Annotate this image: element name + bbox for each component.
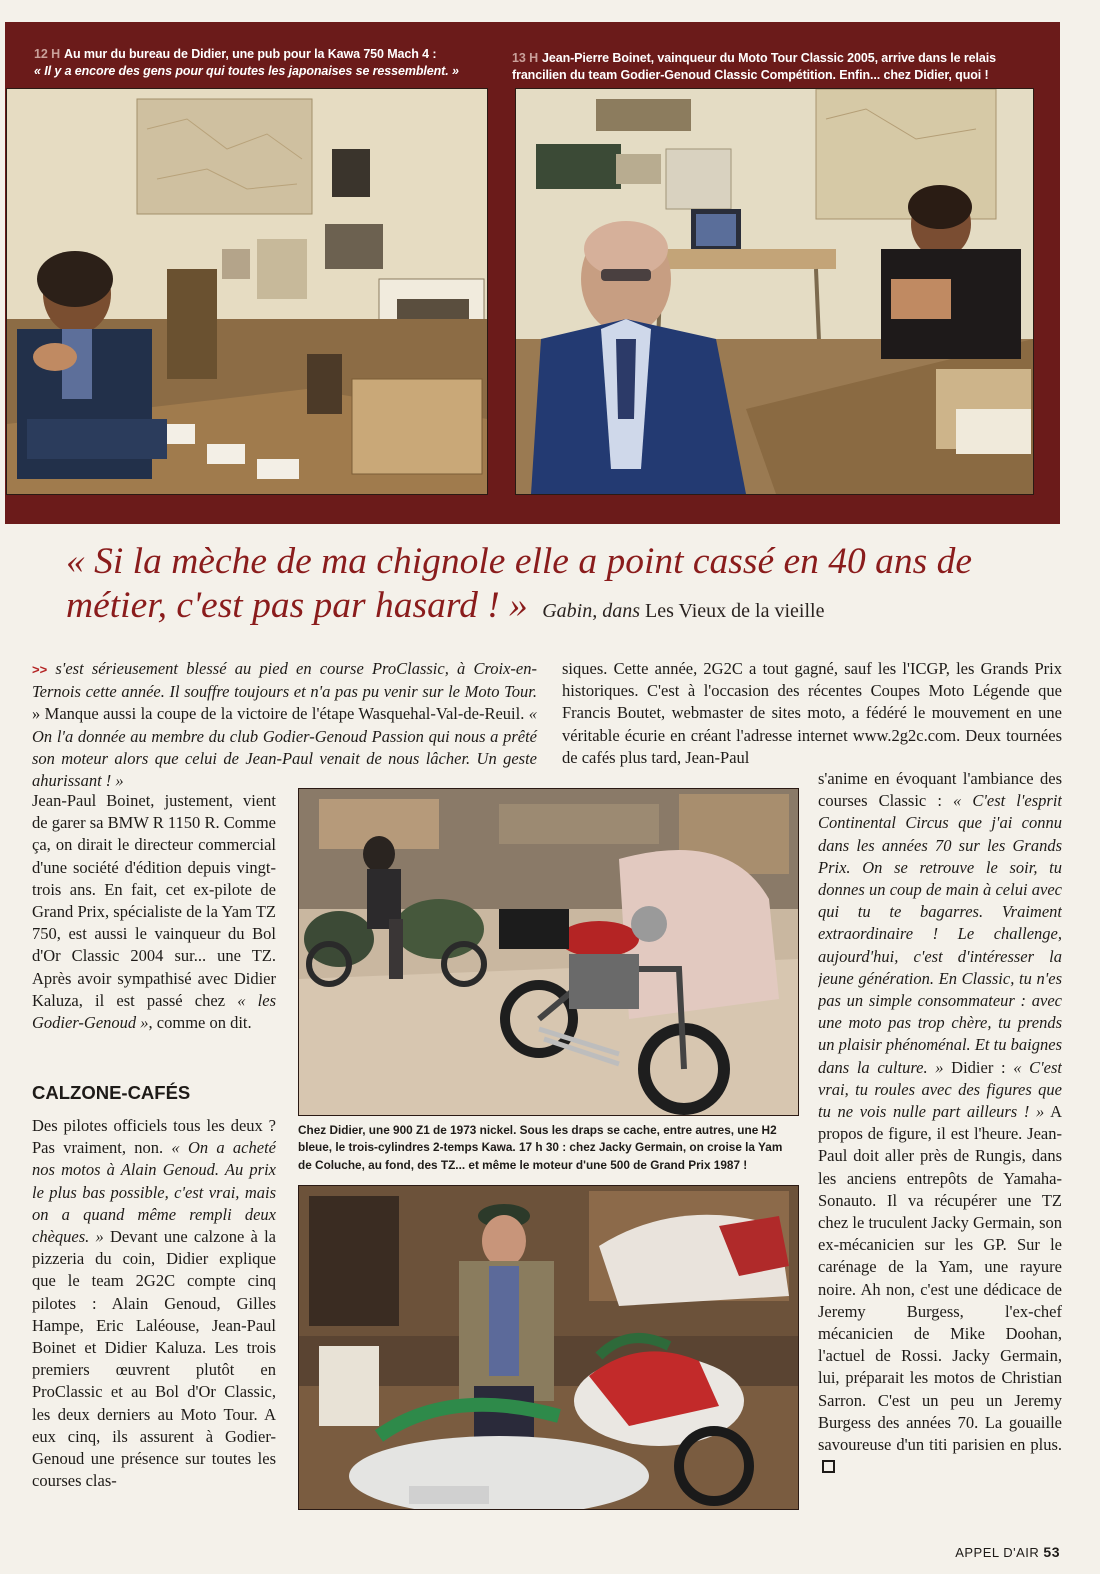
article-column-1-mid: Jean-Paul Boinet, justement, vient de garer sa BMW R 1150 R. Comme ça, on dirait le directeur commercial d'une société d'édition depuis vingt-trois ans. En fait, cet ex-pilote de Grand Prix, spécialiste de la Yam TZ 750, est aussi le vainqueur du Bol d'Or Classic 2004 sur... une TZ. Après avoir sympathisé avec Didier Kaluza, il est passé chez « les Godier-Genoud », comme on dit. [32,791,276,1033]
photo-kawasaki-z1 [298,788,799,1116]
page-footer: APPEL D'AIR 53 [955,1544,1060,1560]
article-column-1-bottom: Des pilotes officiels tous les deux ? Pas vraiment, non. « On a acheté nos motos à Alain Genoud. Au prix le plus bas possible, c'est vrai, mais on a quand même rempli deux chèques. » Devant une calzone à la pizzeria du coin, Didier explique que le team 2G2C compte cinq pilotes : Alain Genoud, Gilles Hampe, Eric Laléouse, Jean-Paul Boinet et Didier Kaluza. Les trois premiers œuvrent plutôt en ProClassic et au Bol d'Or Classic, les deux derniers au Moto Tour. A eux cinq, ils assurent à Godier-Genoud une présence sur toutes les courses clas- [32,1116,276,1491]
pull-quote: « Si la mèche de ma chignole elle a point cassé en 40 ans de métier, c'est pas par hasard ! » Gabin, dans Les Vieux de la vieille [66,541,973,626]
photo-jacky-germain-workshop [298,1185,799,1510]
pull-quote-attribution: Gabin, dans Les Vieux de la vieille [542,600,825,622]
photo-didier-office [6,88,488,495]
end-mark-icon [822,1460,835,1473]
article-column-3: s'anime en évoquant l'ambiance des courses Classic : « C'est l'esprit Continental Circus que j'ai connu dans les années 70 sur les Grands Prix. On se retrouve le soir, tu donnes un coup de main à celui avec qui tu te bagarres. Vraiment extraordinaire ! Le challenge, aujourd'hui, c'est d'intéresser la jeune génération. En Classic, tu n'es pas un simple consommateur : avec une moto pas trop chère, tu prends un plaisir phénoménal. Et tu baignes dans la culture. » Didier : « C'est vrai, tu roules avec des figures que tu ne vois nulle part ailleurs ! » A propos de figure, il est l'heure. Jean-Paul doit aller près de Rungis, dans les anciens entrepôts de Yamaha-Sonauto. Il va récupérer une TZ chez le truculent Jacky Germain, son ex-mécanicien sur les GP. Sur le carénage de la Yam, une rayure noire. Ah non, c'est une dédicace de Jeremy Burgess, l'ex-chef mécanicien de Mike Doohan, l'actuel de Rossi. Jacky Germain, lui, préparait les motos de Christian Sarron. C'est un peu un Jeremy Burgess des années 70. La gouaille savoureuse d'un titi parisien en plus. [818,768,1062,1520]
caption-photo-13: 13 H Jean-Pierre Boinet, vainqueur du Moto Tour Classic 2005, arrive dans le relais francilien du team Godier-Genoud Classic Compétition. Enfin... chez Didier, quoi ! [512,51,996,82]
subhead-calzone-cafes: CALZONE-CAFÉS [32,1082,191,1103]
caption-middle-photos: Chez Didier, une 900 Z1 de 1973 nickel. Sous les draps se cache, entre autres, une H2 bleue, le trois-cylindres 2-temps Kawa. 17 h 30 : chez Jacky Germain, on croise la Yam de Coluche, au fond, des TZ... et même le moteur d'une 500 de Grand Prix 1987 ! [298,1123,783,1172]
article-column-2-top: siques. Cette année, 2G2C a tout gagné, sauf les l'ICGP, les Grands Prix historiques. C'est à l'occasion des récentes Coupes Moto Légende que Francis Boutet, webmaster de sites moto, a fédéré le mouvement en une véritable écurie en créant l'adresse internet www.2g2c.com. Deux tournées de cafés plus tard, Jean-Paul [562,659,1062,767]
photo-boinet-arrival [515,88,1034,495]
article-column-1-top: >> s'est sérieusement blessé au pied en course ProClassic, à Croix-en-Ternois cette année. Il souffre toujours et n'a pas pu venir sur le Moto Tour. » Manque aussi la coupe de la victoire de l'étape Wasquehal-Val-de-Reuil. « On l'a donnée au membre du club Godier-Genoud Passion qui nous a prêté son moteur alors que celui de Jean-Paul venait de nous lâcher. Un geste ahurissant ! » [32,659,538,791]
caption-photo-12: 12 H Au mur du bureau de Didier, une pub pour la Kawa 750 Mach 4 : « Il y a encore des gens pour qui toutes les japonaises se ressemblent. » [34,47,459,78]
